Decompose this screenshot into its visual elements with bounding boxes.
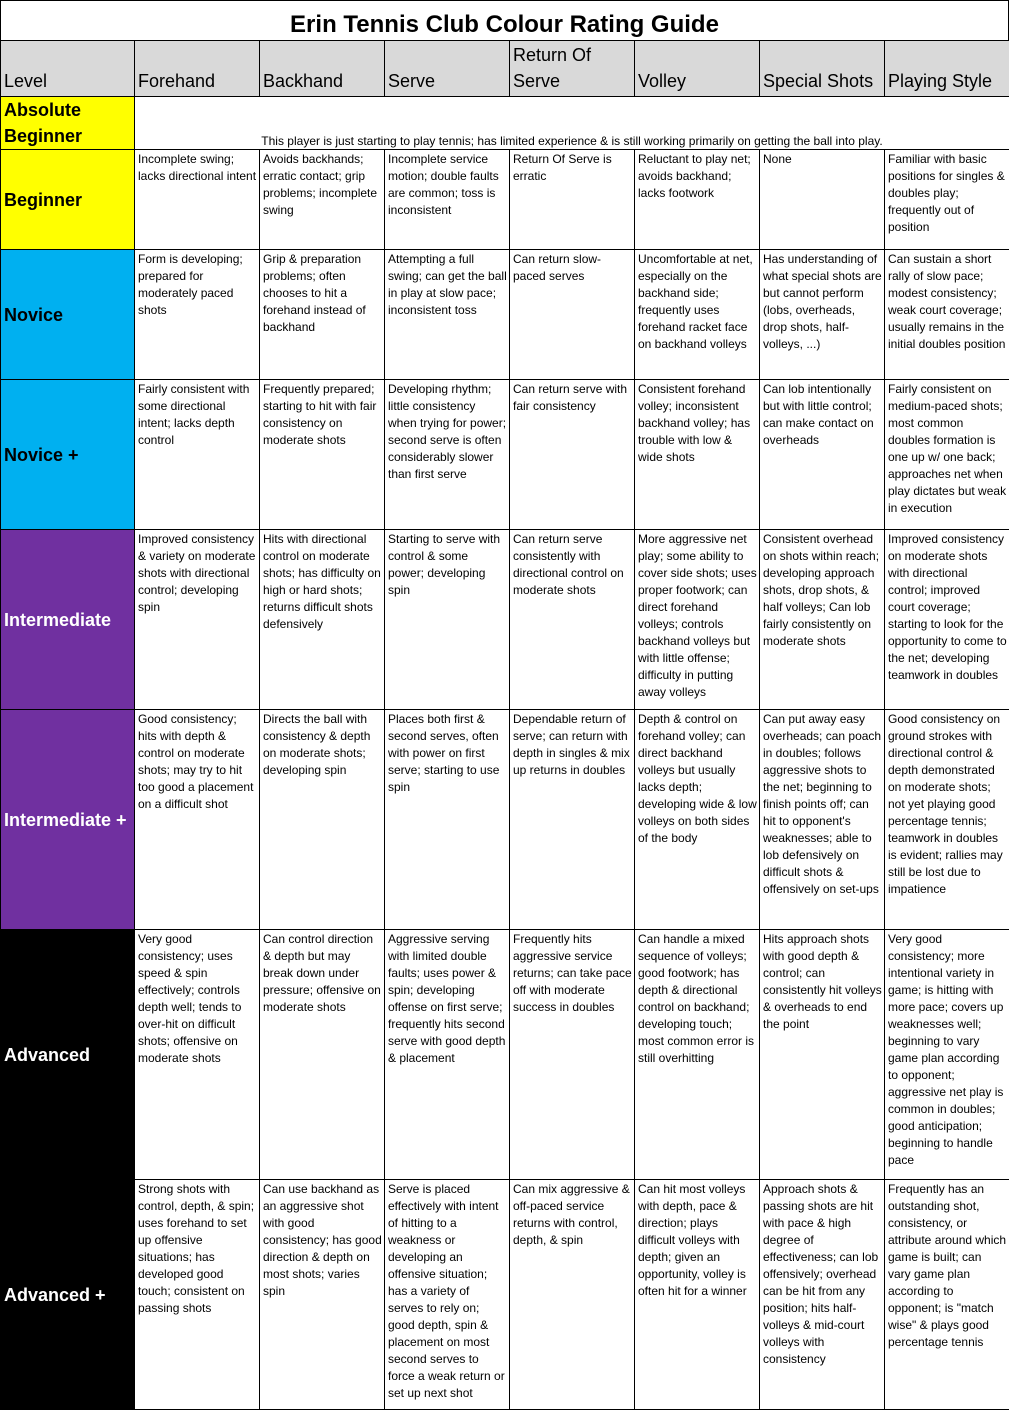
column-header-playing-style: Playing Style: [885, 41, 1009, 97]
volley-cell: Reluctant to play net; avoids backhand; lacks footwork: [635, 150, 760, 250]
level-label-beginner: Beginner: [1, 150, 135, 250]
playing-style-cell: Very good consistency; more intentional variety in game; is hitting with more pace; covers up weaknesses well; beginning to vary game plan according to opponent; aggressive net play is common in doubles; good anticipation; beginning to handle pace: [885, 930, 1009, 1180]
backhand-cell: Hits with directional control on moderate shots; has difficulty on high or hard shots; returns difficult shots defensively: [260, 530, 385, 710]
backhand-cell: Frequently prepared; starting to hit with fair consistency on moderate shots: [260, 380, 385, 530]
header-row: [1, 41, 1009, 97]
column-header-backhand: Backhand: [260, 41, 385, 97]
rating-table: [0, 40, 1009, 1410]
forehand-cell: Improved consistency & variety on moderate shots with directional control; developing spin: [135, 530, 260, 710]
return-of-serve-cell: Can mix aggressive & off-paced service returns with control, depth, & spin: [510, 1180, 635, 1410]
backhand-cell: Can control direction & depth but may break down under pressure; offensive on moderate shots: [260, 930, 385, 1180]
serve-cell: Places both first & second serves, often with power on first serve; starting to use spin: [385, 710, 510, 930]
volley-cell: Depth & control on forehand volley; can direct backhand volleys but usually lacks depth; developing wide & low volleys on both sides of the body: [635, 710, 760, 930]
table-row: [1, 150, 1009, 250]
volley-cell: Can hit most volleys with depth, pace & direction; plays difficult volleys with depth; given an opportunity, volley is often hit for a winner: [635, 1180, 760, 1410]
special-shots-cell: Hits approach shots with good depth & control; can consistently hit volleys & overheads to end the point: [760, 930, 885, 1180]
level-label-intermediate-plus: Intermediate +: [1, 710, 135, 930]
return-of-serve-cell: Frequently hits aggressive service returns; can take pace off with moderate success in doubles: [510, 930, 635, 1180]
column-header-serve: Serve: [385, 41, 510, 97]
forehand-cell: Form is developing; prepared for moderately paced shots: [135, 250, 260, 380]
level-label-advanced-plus: Advanced +: [1, 1180, 135, 1410]
column-header-forehand: Forehand: [135, 41, 260, 97]
serve-cell: Serve is placed effectively with intent of hitting to a weakness or developing an offensive situation; has a variety of serves to rely on; good depth, spin & placement on most second serves to force a weak return or set up next shot: [385, 1180, 510, 1410]
playing-style-cell: Can sustain a short rally of slow pace; modest consistency; weak court coverage; usually remains in the initial doubles position: [885, 250, 1009, 380]
table-row: [1, 530, 1009, 710]
volley-cell: More aggressive net play; some ability to cover side shots; uses proper footwork; can direct forehand volleys; controls backhand volleys but with little offense; difficulty in putting away volleys: [635, 530, 760, 710]
backhand-cell: Directs the ball with consistency & depth on moderate shots; developing spin: [260, 710, 385, 930]
level-label-advanced: Advanced: [1, 930, 135, 1180]
playing-style-cell: Improved consistency on moderate shots with directional control; improved court coverage; starting to look for the opportunity to come to the net; developing teamwork in doubles: [885, 530, 1009, 710]
serve-cell: Aggressive serving with limited double faults; uses power & spin; developing offense on first serve; frequently hits second serve with good depth & placement: [385, 930, 510, 1180]
column-header-special-shots: Special Shots: [760, 41, 885, 97]
table-row: [1, 250, 1009, 380]
backhand-cell: Avoids backhands; erratic contact; grip problems; incomplete swing: [260, 150, 385, 250]
playing-style-cell: Fairly consistent on medium-paced shots; most common doubles formation is one up w/ one back; approaches net when play dictates but weak in execution: [885, 380, 1009, 530]
playing-style-cell: Familiar with basic positions for singles & doubles play; frequently out of position: [885, 150, 1009, 250]
level-label-novice: Novice: [1, 250, 135, 380]
table-row: [1, 710, 1009, 930]
level-label-absolute-beginner: Absolute Beginner: [1, 97, 135, 150]
return-of-serve-cell: Return Of Serve is erratic: [510, 150, 635, 250]
special-shots-cell: Can put away easy overheads; can poach in doubles; follows aggressive shots to the net; beginning to finish points off; can hit to opponent's weaknesses; able to lob defensively on difficult shots & offensively on set-ups: [760, 710, 885, 930]
level-label-intermediate: Intermediate: [1, 530, 135, 710]
level-label-novice-plus: Novice +: [1, 380, 135, 530]
backhand-cell: Grip & preparation problems; often chooses to hit a forehand instead of backhand: [260, 250, 385, 380]
table-row: [1, 97, 1009, 150]
column-header-level: Level: [1, 41, 135, 97]
serve-cell: Attempting a full swing; can get the ball in play at slow pace; inconsistent toss: [385, 250, 510, 380]
backhand-cell: Can use backhand as an aggressive shot with good consistency; has good direction & depth on most shots; varies spin: [260, 1180, 385, 1410]
volley-cell: Uncomfortable at net, especially on the backhand side; frequently uses forehand racket face on backhand volleys: [635, 250, 760, 380]
forehand-cell: Strong shots with control, depth, & spin; uses forehand to set up offensive situations; has developed good touch; consistent on passing shots: [135, 1180, 260, 1410]
volley-cell: Consistent forehand volley; inconsistent backhand volley; has trouble with low & wide shots: [635, 380, 760, 530]
special-shots-cell: Has understanding of what special shots are but cannot perform (lobs, overheads, drop shots, half-volleys, ...): [760, 250, 885, 380]
serve-cell: Developing rhythm; little consistency when trying for power; second serve is often considerably slower than first serve: [385, 380, 510, 530]
forehand-cell: Very good consistency; uses speed & spin effectively; controls depth well; tends to over-hit on difficult shots; offensive on moderate shots: [135, 930, 260, 1180]
table-row: [1, 380, 1009, 530]
playing-style-cell: Frequently has an outstanding shot, consistency, or attribute around which game is built; can vary game plan according to opponent; is "match wise" & plays good percentage tennis: [885, 1180, 1009, 1410]
absolute-beginner-description: This player is just starting to play tennis; has limited experience & is still working primarily on getting the ball into play.: [135, 97, 1009, 150]
volley-cell: Can handle a mixed sequence of volleys; good footwork; has depth & directional control on backhand; developing touch; most common error is still overhitting: [635, 930, 760, 1180]
page-title: Erin Tennis Club Colour Rating Guide: [0, 0, 1009, 40]
table-row: [1, 1180, 1009, 1410]
return-of-serve-cell: Dependable return of serve; can return with depth in singles & mix up returns in doubles: [510, 710, 635, 930]
table-row: [1, 930, 1009, 1180]
special-shots-cell: Consistent overhead on shots within reach; developing approach shots, drop shots, & half volleys; Can lob fairly consistently on moderate shots: [760, 530, 885, 710]
special-shots-cell: Approach shots & passing shots are hit with pace & high degree of effectiveness; can lob offensively; overhead can be hit from any position; hits half-volleys & mid-court volleys with consistency: [760, 1180, 885, 1410]
serve-cell: Incomplete service motion; double faults are common; toss is inconsistent: [385, 150, 510, 250]
forehand-cell: Fairly consistent with some directional intent; lacks depth control: [135, 380, 260, 530]
return-of-serve-cell: Can return serve with fair consistency: [510, 380, 635, 530]
column-header-return-of-serve: Return Of Serve: [510, 41, 635, 97]
forehand-cell: Incomplete swing; lacks directional intent: [135, 150, 260, 250]
serve-cell: Starting to serve with control & some power; developing spin: [385, 530, 510, 710]
playing-style-cell: Good consistency on ground strokes with directional control & depth demonstrated on moderate shots; not yet playing good percentage tennis; teamwork in doubles is evident; rallies may still be lost due to impatience: [885, 710, 1009, 930]
special-shots-cell: Can lob intentionally but with little control; can make contact on overheads: [760, 380, 885, 530]
column-header-volley: Volley: [635, 41, 760, 97]
forehand-cell: Good consistency; hits with depth & control on moderate shots; may try to hit too good a placement on a difficult shot: [135, 710, 260, 930]
return-of-serve-cell: Can return slow-paced serves: [510, 250, 635, 380]
return-of-serve-cell: Can return serve consistently with directional control on moderate shots: [510, 530, 635, 710]
special-shots-cell: None: [760, 150, 885, 250]
